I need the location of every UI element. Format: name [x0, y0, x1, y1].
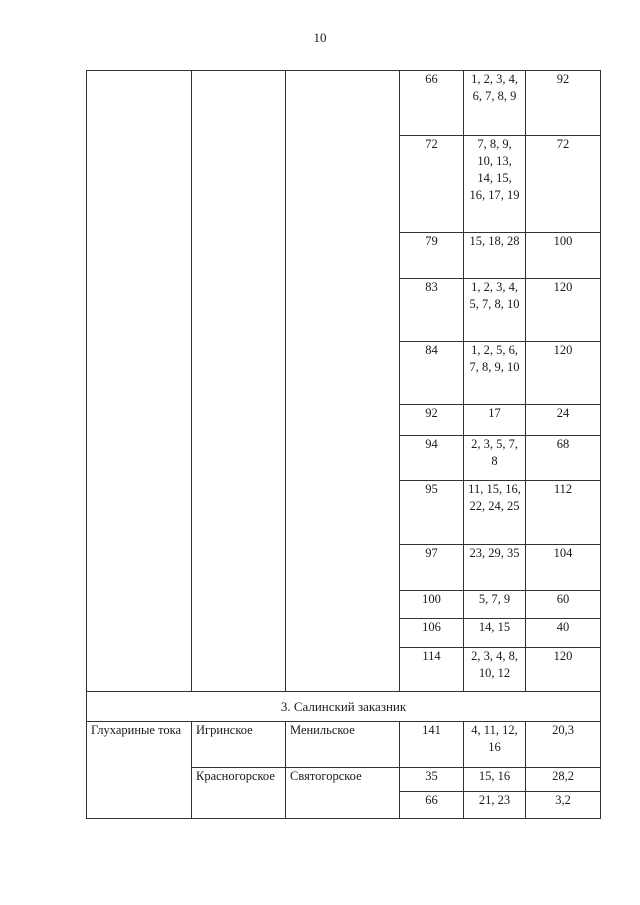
quarter-cell: 79 [400, 233, 464, 279]
sections-cell: 17 [464, 405, 526, 436]
quarter-cell: 35 [400, 768, 464, 792]
sections-cell: 7, 8, 9, 10, 13, 14, 15, 16, 17, 19 [464, 136, 526, 233]
area-cell: 24 [526, 405, 601, 436]
forestry-cell: Игринское [192, 722, 286, 768]
sections-cell: 1, 2, 3, 4, 5, 7, 8, 10 [464, 279, 526, 342]
quarter-cell: 72 [400, 136, 464, 233]
area-cell: 120 [526, 342, 601, 405]
quarter-cell: 92 [400, 405, 464, 436]
sections-cell: 1, 2, 5, 6, 7, 8, 9, 10 [464, 342, 526, 405]
sections-cell: 15, 16 [464, 768, 526, 792]
sections-cell: 4, 11, 12, 16 [464, 722, 526, 768]
quarter-cell: 83 [400, 279, 464, 342]
area-cell: 72 [526, 136, 601, 233]
sections-cell: 23, 29, 35 [464, 545, 526, 591]
section-heading: 3. Салинский заказник [87, 692, 601, 722]
area-cell: 112 [526, 481, 601, 545]
area-cell: 92 [526, 71, 601, 136]
area-cell: 100 [526, 233, 601, 279]
forestry-cell [192, 71, 286, 692]
quarter-cell: 106 [400, 619, 464, 648]
area-cell: 60 [526, 591, 601, 619]
sections-cell: 14, 15 [464, 619, 526, 648]
object-cell [87, 71, 192, 692]
subforestry-cell: Менильское [286, 722, 400, 768]
sections-cell: 2, 3, 4, 8, 10, 12 [464, 648, 526, 692]
area-cell: 104 [526, 545, 601, 591]
table-row [87, 71, 601, 136]
sections-cell: 1, 2, 3, 4, 6, 7, 8, 9 [464, 71, 526, 136]
quarter-cell: 114 [400, 648, 464, 692]
quarter-cell: 66 [400, 71, 464, 136]
object-cell: Глухариные тока [87, 722, 192, 819]
sections-cell: 2, 3, 5, 7, 8 [464, 436, 526, 481]
section-heading-row [87, 692, 601, 722]
table-row [87, 722, 601, 768]
quarter-cell: 84 [400, 342, 464, 405]
quarter-cell: 100 [400, 591, 464, 619]
sections-cell: 21, 23 [464, 792, 526, 819]
area-cell: 40 [526, 619, 601, 648]
sections-cell: 15, 18, 28 [464, 233, 526, 279]
area-cell: 28,2 [526, 768, 601, 792]
quarter-cell: 94 [400, 436, 464, 481]
area-cell: 3,2 [526, 792, 601, 819]
table-body [87, 71, 601, 819]
page-number: 10 [313, 30, 327, 45]
area-cell: 20,3 [526, 722, 601, 768]
quarter-cell: 141 [400, 722, 464, 768]
area-cell: 120 [526, 648, 601, 692]
subforestry-cell [286, 71, 400, 692]
protected-areas-table [86, 70, 601, 819]
sections-cell: 11, 15, 16, 22, 24, 25 [464, 481, 526, 545]
quarter-cell: 97 [400, 545, 464, 591]
quarter-cell: 95 [400, 481, 464, 545]
forestry-cell: Красногорское [192, 768, 286, 819]
sections-cell: 5, 7, 9 [464, 591, 526, 619]
subforestry-cell: Святогорское [286, 768, 400, 819]
quarter-cell: 66 [400, 792, 464, 819]
area-cell: 68 [526, 436, 601, 481]
area-cell: 120 [526, 279, 601, 342]
